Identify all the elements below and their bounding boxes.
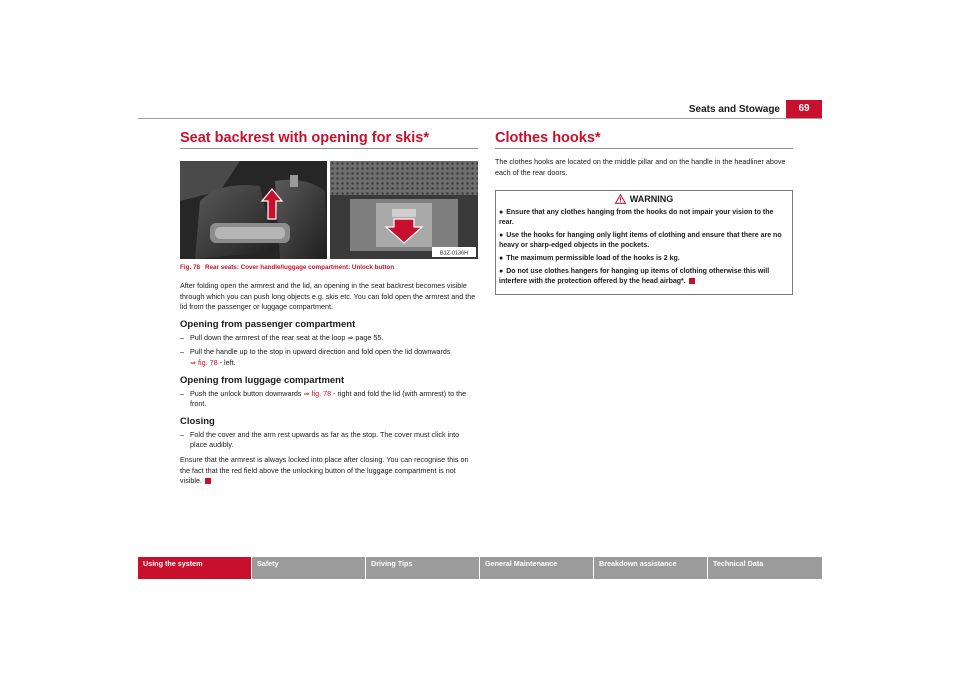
- header-divider: [138, 118, 822, 119]
- rear-seat-illustration: [180, 161, 478, 259]
- figure-rear-seats: [180, 161, 478, 259]
- subheading-closing: Closing: [180, 415, 215, 427]
- heading-clothes-hooks: Clothes hooks*: [495, 130, 793, 149]
- footer-nav: [138, 557, 822, 579]
- tab-safety[interactable]: Safety: [252, 557, 366, 579]
- tab-driving-tips[interactable]: Driving Tips: [366, 557, 480, 579]
- page-number: 69: [786, 100, 822, 118]
- warning-title: WARNING: [629, 194, 674, 205]
- step-pull-handle: – Pull the handle up to the stop in upward direction and fold open the lid downwards ⇒ fig. 78 - left.: [180, 347, 451, 367]
- figure-caption: [180, 264, 478, 271]
- heading-ski-opening: Seat backrest with opening for skis*: [180, 130, 478, 149]
- right-column: [495, 130, 793, 295]
- tab-using-the-system[interactable]: Using the system: [138, 557, 252, 579]
- caption-text: Rear seats: Cover handle/luggage compartment: Unlock button: [204, 264, 395, 271]
- figure-code: B1Z-0136H: [439, 250, 469, 257]
- subheading-passenger: Opening from passenger compartment: [180, 318, 356, 330]
- step-pull-armrest: – Pull down the armrest of the rear seat at the loop ⇒ page 55.: [180, 332, 384, 342]
- warning-header: [499, 194, 789, 204]
- warning-box: [495, 190, 793, 295]
- fig-link[interactable]: ⇒ fig. 78: [190, 357, 218, 367]
- warning-item: ● The maximum permissible load of the hooks is 2 kg.: [499, 255, 680, 263]
- warning-item: ● Use the hooks for hanging only light items of clothing and ensure that there are no heavy or sharp-edged objects in the pockets.: [499, 232, 782, 250]
- tab-technical-data[interactable]: Technical Data: [713, 559, 764, 568]
- warning-item: ● Do not use clothes hangers for hanging up items of clothing otherwise this will interfere with the protection offered by the head airbag*.: [499, 268, 770, 286]
- left-column: [180, 130, 478, 487]
- subheading-luggage: Opening from luggage compartment: [180, 374, 345, 386]
- step-fold-cover: – Fold the cover and the arm rest upwards as far as the stop. The cover must click into place audibly.: [180, 429, 460, 450]
- intro-paragraph: After folding open the armrest and the lid, an opening in the seat backrest becomes visible through which you can push long objects e.g. skis etc. You can fold open the armrest and the lid from the passenger or luggage compartment.: [180, 281, 476, 312]
- end-marker-icon: [689, 278, 695, 284]
- warning-item: ● Ensure that any clothes hanging from the hooks do not impair your vision to the rear.: [499, 209, 774, 227]
- section-title: Seats and Stowage: [688, 104, 780, 115]
- tab-breakdown-assistance[interactable]: Breakdown assistance: [594, 557, 708, 579]
- fig-link[interactable]: ⇒ fig. 78: [303, 388, 332, 398]
- warning-triangle-icon: [615, 194, 626, 204]
- tab-general-maintenance[interactable]: General Maintenance: [480, 557, 594, 579]
- hooks-intro: The clothes hooks are located on the middle pillar and on the handle in the headliner above each of the rear doors.: [495, 157, 786, 177]
- closing-paragraph: Ensure that the armrest is always locked into place after closing. You can recognise this on the fact that the red field above the unlocking button of the luggage compartment is not visible.: [180, 454, 469, 486]
- end-marker-icon: [205, 478, 211, 484]
- caption-label: Fig. 78: [180, 264, 200, 271]
- step-push-unlock: – Push the unlock button downwards ⇒ fig. 78 - right and fold the lid (with armrest) to the front.: [180, 388, 467, 409]
